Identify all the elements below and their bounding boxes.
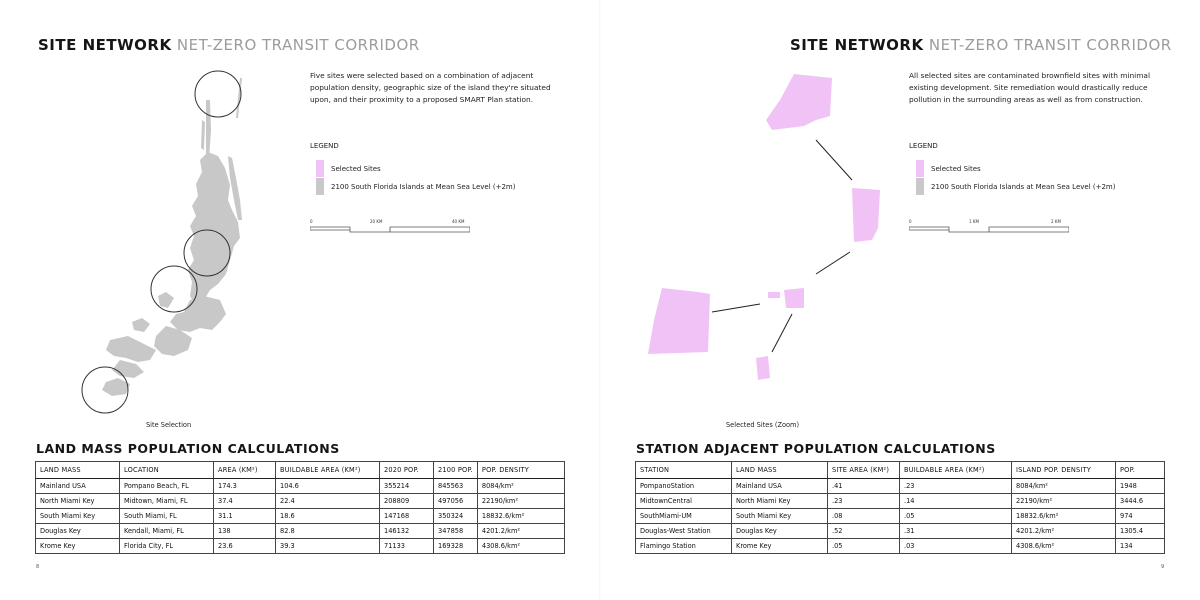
table-cell: 347858: [434, 524, 478, 539]
scale-bar-graphic: [909, 226, 1069, 236]
table-cell: SouthMiami-UM: [636, 509, 732, 524]
table-cell: 22190/km²: [477, 494, 564, 509]
table-cell: South Miami Key: [732, 509, 828, 524]
column-header: ISLAND POP. DENSITY: [1012, 462, 1116, 479]
title-bold: SITE NETWORK: [38, 36, 172, 54]
title-light: NET-ZERO TRANSIT CORRIDOR: [176, 36, 420, 54]
scale-label-end: 40 KM: [452, 219, 465, 224]
scale-label-end: 2 KM: [1051, 219, 1061, 224]
connector-line: [772, 314, 792, 352]
scale-label-mid: 1 KM: [969, 219, 979, 224]
table-row: [636, 539, 1165, 554]
table-cell: .05: [828, 539, 900, 554]
table-header-row: [36, 462, 565, 479]
table-cell: 169328: [434, 539, 478, 554]
connector-line: [816, 140, 852, 180]
land-mass-table: [35, 461, 565, 554]
table-cell: Mainland USA: [732, 479, 828, 494]
table-row: [36, 524, 565, 539]
column-header: LOCATION: [120, 462, 214, 479]
table-cell: 23.6: [214, 539, 276, 554]
table-cell: Flamingo Station: [636, 539, 732, 554]
table-cell: 8084/km²: [477, 479, 564, 494]
column-header: 2100 POP.: [434, 462, 478, 479]
page-number: 9: [1161, 564, 1165, 570]
table-row: [36, 509, 565, 524]
table-cell: .31: [900, 524, 1012, 539]
connector-line: [816, 252, 850, 274]
column-header: AREA (KM²): [214, 462, 276, 479]
table-cell: 18832.6/km²: [477, 509, 564, 524]
table-cell: 174.3: [214, 479, 276, 494]
site-south-miami: [784, 288, 804, 308]
table-cell: 350324: [434, 509, 478, 524]
table-cell: 146132: [380, 524, 434, 539]
table-cell: 4308.6/km²: [1012, 539, 1116, 554]
table-cell: 37.4: [214, 494, 276, 509]
table-cell: Florida City, FL: [120, 539, 214, 554]
table-cell: 22190/km²: [1012, 494, 1116, 509]
legend-label: 2100 South Florida Islands at Mean Sea Level (+2m): [931, 182, 1116, 191]
table-cell: 147168: [380, 509, 434, 524]
table-cell: 39.3: [276, 539, 380, 554]
legend-swatch-gray: [316, 178, 324, 195]
legend-item-selected-sites: [916, 160, 981, 177]
table-cell: Douglas Key: [732, 524, 828, 539]
column-header: BUILDABLE AREA (KM²): [900, 462, 1012, 479]
title-light: NET-ZERO TRANSIT CORRIDOR: [928, 36, 1172, 54]
island-landmass: [102, 78, 242, 396]
table-cell: South Miami Key: [36, 509, 120, 524]
scale-label-0: 0: [909, 219, 912, 224]
table-cell: 31.1: [214, 509, 276, 524]
legend-swatch-pink: [916, 160, 924, 177]
table-cell: Mainland USA: [36, 479, 120, 494]
legend-item-islands: [316, 178, 515, 195]
table-cell: Douglas Key: [36, 524, 120, 539]
column-header: POP.: [1116, 462, 1165, 479]
table-cell: .03: [900, 539, 1012, 554]
scale-bar: [310, 219, 470, 236]
table-cell: 104.6: [276, 479, 380, 494]
legend-title: LEGEND: [909, 142, 938, 150]
table-cell: .14: [900, 494, 1012, 509]
column-header: 2020 POP.: [380, 462, 434, 479]
table-cell: 22.4: [276, 494, 380, 509]
table-header-row: [636, 462, 1165, 479]
table-row: [636, 479, 1165, 494]
map-caption: Site Selection: [146, 421, 192, 429]
table-cell: Krome Key: [732, 539, 828, 554]
table-cell: .41: [828, 479, 900, 494]
table-row: [36, 494, 565, 509]
column-header: LAND MASS: [36, 462, 120, 479]
table-row: [636, 509, 1165, 524]
map-description: All selected sites are contaminated brownfield sites with minimal existing development. Site remediation would drastically reduce pollution in the surrounding areas as well as from construction.: [909, 71, 1151, 104]
table-cell: 134: [1116, 539, 1165, 554]
table-cell: .52: [828, 524, 900, 539]
table-cell: 138: [214, 524, 276, 539]
table-cell: 1948: [1116, 479, 1165, 494]
table-cell: .08: [828, 509, 900, 524]
table-cell: North Miami Key: [36, 494, 120, 509]
legend-label: Selected Sites: [931, 164, 981, 173]
selected-site-shapes: [648, 74, 880, 380]
site-pompano: [766, 74, 832, 130]
table-cell: .05: [900, 509, 1012, 524]
station-table: [635, 461, 1165, 554]
legend-swatch-gray: [916, 178, 924, 195]
site-flamingo: [756, 356, 770, 380]
legend-title: LEGEND: [310, 142, 339, 150]
title-bold: SITE NETWORK: [790, 36, 924, 54]
scale-label-mid: 20 KM: [370, 219, 383, 224]
legend-item-selected-sites: [316, 160, 381, 177]
map-caption: Selected Sites (Zoom): [726, 421, 800, 429]
table-cell: Kendall, Miami, FL: [120, 524, 214, 539]
table-cell: 845563: [434, 479, 478, 494]
table-cell: 208809: [380, 494, 434, 509]
connector-lines: [712, 140, 852, 352]
table-cell: Midtown, Miami, FL: [120, 494, 214, 509]
table-cell: PompanoStation: [636, 479, 732, 494]
table-cell: Douglas-West Station: [636, 524, 732, 539]
column-header: STATION: [636, 462, 732, 479]
table-cell: 4201.2/km²: [1012, 524, 1116, 539]
legend-swatch-pink: [316, 160, 324, 177]
site-selection-map: [70, 60, 270, 420]
scale-label-0: 0: [310, 219, 313, 224]
site-midtown: [852, 188, 880, 242]
table-cell: 82.8: [276, 524, 380, 539]
site-douglas-west: [648, 288, 710, 354]
scale-bar-graphic: [310, 226, 470, 236]
selected-sites-zoom-map: [640, 70, 900, 390]
table-cell: 4201.2/km²: [477, 524, 564, 539]
site-south-miami-annex: [768, 292, 780, 298]
legend-item-islands: [916, 178, 1115, 195]
table-row: [36, 479, 565, 494]
column-header: BUILDABLE AREA (KM²): [276, 462, 380, 479]
section-title: LAND MASS POPULATION CALCULATIONS: [36, 441, 340, 456]
table-cell: 8084/km²: [1012, 479, 1116, 494]
connector-line: [712, 304, 760, 312]
scale-bar: [909, 219, 1069, 236]
table-cell: 974: [1116, 509, 1165, 524]
map-description: Five sites were selected based on a combination of adjacent population density, geographic size of the island they're situated upon, and their proximity to a proposed SMART Plan station.: [310, 71, 551, 104]
column-header: POP. DENSITY: [477, 462, 564, 479]
column-header: LAND MASS: [732, 462, 828, 479]
page-number: 8: [36, 564, 40, 570]
legend-label: Selected Sites: [331, 164, 381, 173]
table-cell: .23: [828, 494, 900, 509]
legend-label: 2100 South Florida Islands at Mean Sea Level (+2m): [331, 182, 516, 191]
table-cell: 1305.4: [1116, 524, 1165, 539]
table-cell: 497056: [434, 494, 478, 509]
section-title: STATION ADJACENT POPULATION CALCULATIONS: [636, 441, 996, 456]
table-row: [636, 524, 1165, 539]
table-cell: Krome Key: [36, 539, 120, 554]
table-cell: MidtownCentral: [636, 494, 732, 509]
table-row: [636, 494, 1165, 509]
table-row: [36, 539, 565, 554]
table-cell: 71133: [380, 539, 434, 554]
table-cell: South Miami, FL: [120, 509, 214, 524]
table-cell: 18832.6/km²: [1012, 509, 1116, 524]
table-cell: Pompano Beach, FL: [120, 479, 214, 494]
table-cell: 4308.6/km²: [477, 539, 564, 554]
table-cell: 355214: [380, 479, 434, 494]
table-cell: .23: [900, 479, 1012, 494]
page-title: [790, 36, 1172, 54]
column-header: SITE AREA (KM²): [828, 462, 900, 479]
table-cell: 3444.6: [1116, 494, 1165, 509]
table-cell: North Miami Key: [732, 494, 828, 509]
page-title: [38, 36, 420, 54]
right-page: [600, 0, 1200, 600]
table-cell: 18.6: [276, 509, 380, 524]
